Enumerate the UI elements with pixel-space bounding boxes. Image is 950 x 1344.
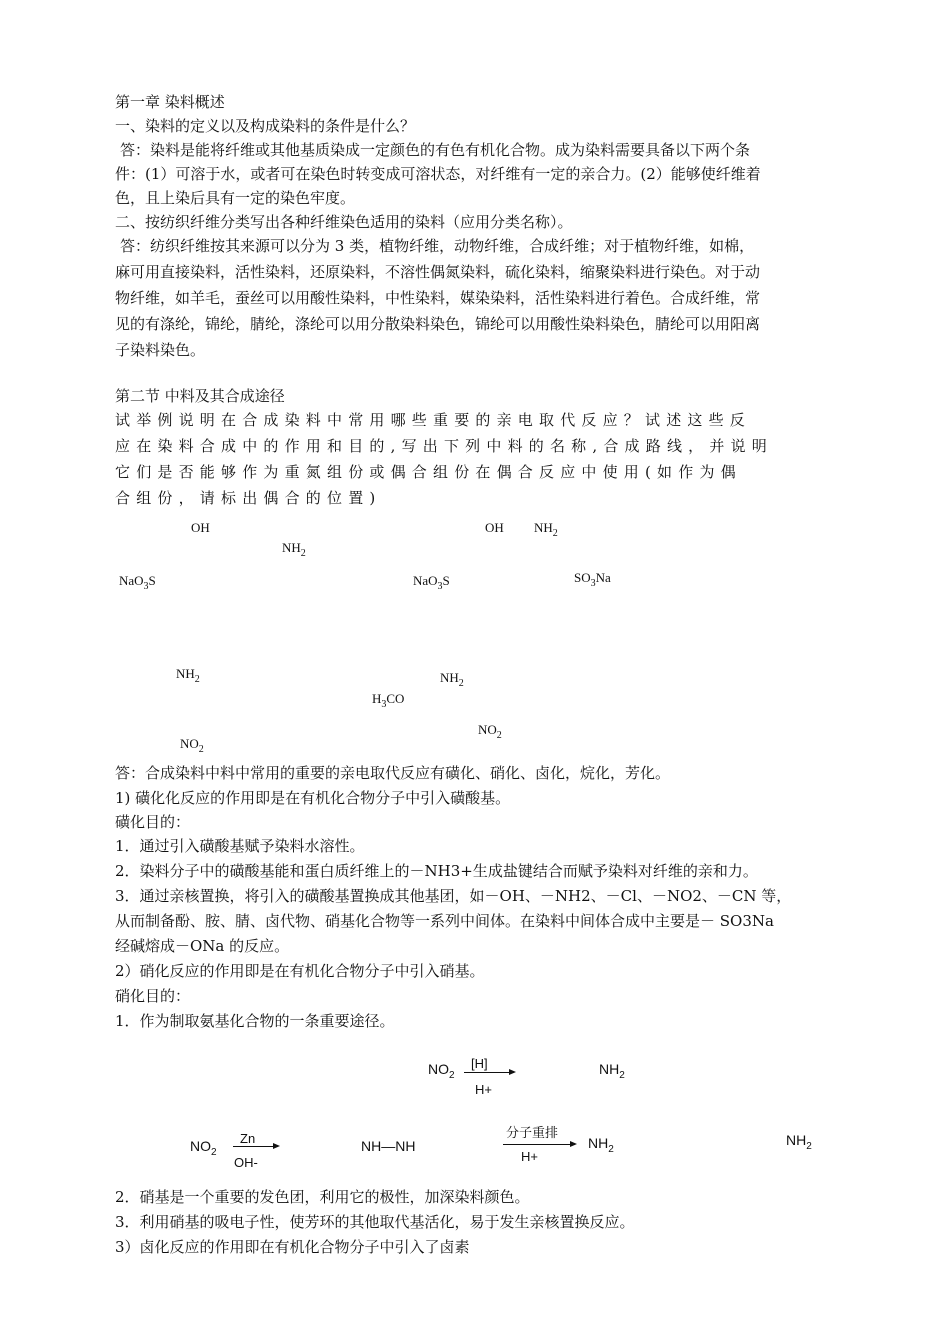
reactant-label: $NO_2$	[428, 1061, 455, 1081]
nh2-label: $NH_2$	[440, 670, 464, 689]
product-label: $NH_2$	[588, 1135, 614, 1155]
reagent-above-label: Zn	[240, 1131, 256, 1146]
question-1: 一、染料的定义以及构成染料的条件是什么？	[115, 117, 416, 135]
answer-line: 3．通过亲核置换，将引入的磺酸基置换成其他基团，如－OH、－NH2、－Cl、－NO2、－CN 等，	[115, 887, 792, 905]
answer-2-line: 物纤维，如羊毛，蚕丝可以用酸性染料，中性染料，媒染染料，活性染料进行着色。合成纤维，常	[115, 289, 761, 307]
reagent-below-label: OH-	[234, 1155, 258, 1170]
reagent-below-label: H+	[521, 1149, 538, 1164]
naso3-label: NaO$_3$S	[119, 573, 156, 592]
reaction-arrow	[233, 1146, 278, 1147]
answer-2-line: 见的有涤纶，锦纶，腈纶，涤纶可以用分散染料染色，锦纶可以用酸性染料染色，腈纶可以用阳离	[115, 315, 761, 333]
reagent-below-label: H+	[475, 1082, 492, 1097]
answer-2-line: 答：纺织纤维按其来源可以分为 3 类，植物纤维，动物纤维，合成纤维；对于植物纤维，如棉，	[120, 237, 755, 255]
product-label: $NH_2$	[599, 1061, 625, 1081]
no2-label: $NO_2$	[478, 722, 502, 741]
section-question-line: 试举例说明在合成染料中常用哪些重要的亲电取代反应？试述这些反	[115, 411, 752, 429]
answer-line: 磺化目的：	[115, 813, 191, 831]
intermediate-label: NH—NH	[361, 1138, 416, 1154]
answer-1-line: 件：(1）可溶于水，或者可在染色时转变成可溶状态，对纤维有一定的亲合力。(2）能够使纤维着	[115, 165, 761, 183]
answer-2-line: 子染料染色。	[115, 341, 206, 359]
reagent-above-label: 分子重排	[506, 1125, 559, 1140]
nh2-label: $NH_2$	[176, 666, 200, 685]
answer-line: 3）卤化反应的作用即在有机化合物分子中引入了卤素	[115, 1238, 470, 1256]
answer-line: 2）硝化反应的作用即是在有机化合物分子中引入硝基。	[115, 962, 485, 980]
nh2-label: $NH_2$	[534, 520, 558, 539]
h3co-label: $H_3CO$	[372, 691, 405, 710]
chapter-title: 第一章 染料概述	[115, 93, 225, 111]
answer-line: 经碱熔成－ONa 的反应。	[115, 937, 290, 955]
section-question-line: 合组份，请标出偶合的位置)	[115, 489, 382, 507]
answer-line: 2．硝基是一个重要的发色团，利用它的极性，加深染料颜色。	[115, 1188, 530, 1206]
answer-line: 从而制备酚、胺、腈、卤代物、硝基化合物等一系列中间体。在染料中间体合成中主要是－ SO3Na	[115, 912, 774, 930]
oh-label: OH	[485, 520, 504, 535]
reaction-arrow	[464, 1072, 514, 1073]
answer-line: 2．染料分子中的磺酸基能和蛋白质纤维上的－NH3+生成盐键结合而赋予染料对纤维的亲和力。	[115, 862, 758, 880]
oh-label: OH	[191, 520, 210, 535]
answer-line: 1．作为制取氨基化合物的一条重要途径。	[115, 1012, 395, 1030]
section-question-line: 它们是否能够作为重氮组份或偶合组份在偶合反应中使用(如作为偶	[115, 463, 742, 481]
answer-line: 3．利用硝基的吸电子性，使芳环的其他取代基活化，易于发生亲核置换反应。	[115, 1213, 635, 1231]
answer-line: 答：合成染料中料中常用的重要的亲电取代反应有磺化、硝化、卤化，烷化，芳化。	[115, 764, 671, 782]
answer-line: 1．通过引入磺酸基赋予染料水溶性。	[115, 837, 365, 855]
answer-1-line: 答：染料是能将纤维或其他基质染成一定颜色的有色有机化合物。成为染料需要具备以下两个条	[120, 141, 751, 159]
section-question-line: 应在染料合成中的作用和目的,写出下列中料的名称,合成路线，并说明	[115, 437, 773, 455]
no2-label: $NO_2$	[180, 736, 204, 755]
answer-line: 1) 磺化化反应的作用即是在有机化合物分子中引入磺酸基。	[115, 789, 511, 807]
product-label: $NH_2$	[786, 1132, 812, 1152]
answer-line: 硝化目的：	[115, 987, 191, 1005]
answer-1-line: 色，且上染后具有一定的染色牢度。	[115, 189, 356, 207]
reactant-label: $NO_2$	[190, 1138, 217, 1158]
reaction-arrow	[503, 1144, 575, 1145]
nh2-label: $NH_2$	[282, 540, 306, 559]
question-2: 二、按纺织纤维分类写出各种纤维染色适用的染料（应用分类名称）。	[115, 213, 573, 231]
answer-2-line: 麻可用直接染料，活性染料，还原染料，不溶性偶氮染料，硫化染料，缩聚染料进行染色。对于动	[115, 263, 761, 281]
so3na-label: $SO_3Na$	[574, 570, 611, 589]
reagent-above-label: [H]	[471, 1056, 488, 1071]
section-title: 第二节 中料及其合成途径	[115, 387, 285, 405]
naso3-label: NaO$_3$S	[413, 573, 450, 592]
